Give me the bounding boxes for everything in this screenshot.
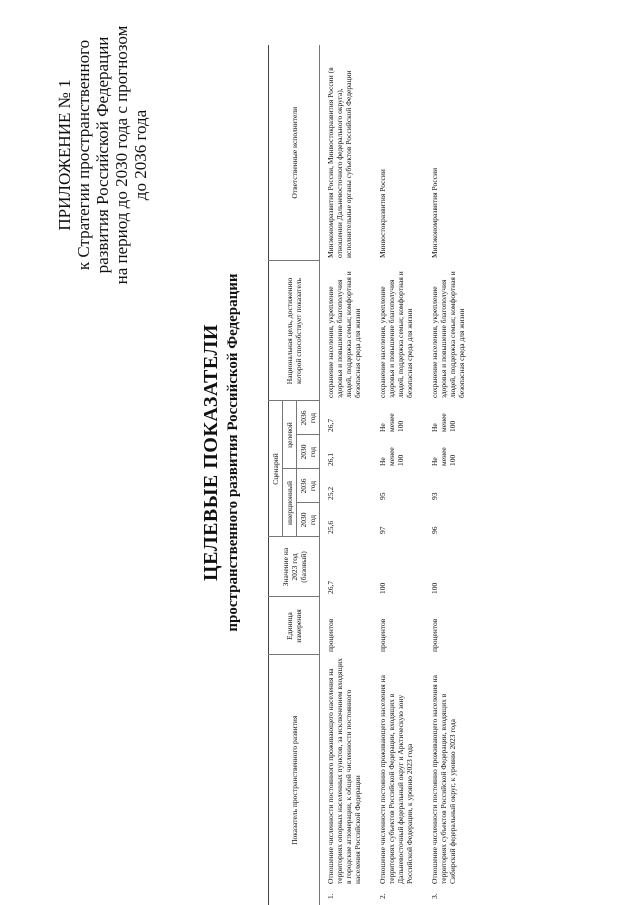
row-indicator: Отношение численности постоянного проживающего населения на территориях опорных населенных пунктов, за исключением входящих в городские агломерации, к общей численности постоянного населения Российской Федерации — [326, 658, 362, 884]
row-target-2036: 26,7 — [326, 418, 335, 432]
row-inertial-2030: 97 — [378, 526, 387, 534]
table-row — [372, 45, 424, 905]
row-national-goal: сохранение населения, укрепление здоровья и повышение благополучия людей, поддержка семьи; комфортная и безопасная среда для жизни — [326, 271, 362, 398]
row-number: 1. — [326, 893, 335, 899]
document-title: ЦЕЛЕВЫЕ ПОКАЗАТЕЛИ — [200, 324, 222, 581]
row-inertial-2036: 93 — [430, 492, 439, 500]
row-base-value: 100 — [378, 582, 387, 594]
header-scenario: Сценарий — [269, 401, 283, 537]
row-target-2036: Не менее 100 — [430, 413, 457, 432]
header-unit: Единица измерения — [269, 597, 320, 655]
row-unit: процентов — [430, 618, 439, 652]
row-target-2036: Не менее 100 — [378, 413, 405, 432]
header-national-goal: Национальная цель, достижению которой способствует показатель — [269, 261, 320, 401]
row-indicator: Отношение численности постоянно проживающего населения на территориях субъектов Российской Федерации, входящих в Дальневосточный федеральный округ и Арктическую зону Российской Федерации, к уровню 2023 года — [378, 675, 414, 884]
appendix-line: на период до 2030 года с прогнозом — [112, 25, 131, 285]
row-unit: процентов — [326, 618, 335, 652]
header-year-2036: 2036 год — [297, 469, 320, 503]
header-responsible: Ответственные исполнители — [269, 45, 320, 261]
header-indicator: Показатель пространственного развития — [269, 655, 320, 905]
row-base-value: 100 — [430, 582, 439, 594]
row-base-value: 26,7 — [326, 580, 335, 594]
header-year-2030: 2030 год — [297, 435, 320, 469]
header-year-2030: 2030 год — [297, 503, 320, 537]
row-number: 2. — [378, 893, 387, 899]
appendix-line: к Стратегии пространственного — [74, 39, 93, 271]
row-inertial-2030: 96 — [430, 526, 439, 534]
row-unit: процентов — [378, 618, 387, 652]
row-inertial-2030: 25,6 — [326, 520, 335, 534]
row-responsible: Минэкономразвития России, Минвостокразвития России (в отношении Дальневосточного федерального округа), исполнительные органы субъектов Российской Федерации — [326, 67, 353, 258]
indicators-table — [268, 45, 476, 905]
row-target-2030: Не менее 100 — [430, 447, 457, 466]
header-base-value: Значение на 2023 год (базовый) — [269, 537, 320, 597]
row-inertial-2036: 95 — [378, 492, 387, 500]
header-year-2036: 2036 год — [297, 401, 320, 435]
row-responsible: Минвостокразвития России — [378, 169, 387, 258]
appendix-line: ПРИЛОЖЕНИЕ № 1 — [55, 79, 74, 231]
row-target-2030: Не менее 100 — [378, 447, 405, 466]
appendix-line: до 2036 года — [131, 109, 150, 201]
appendix-header — [55, 5, 150, 305]
row-national-goal: сохранение населения, укрепление здоровья и повышение благополучия людей, поддержка семьи; комфортная и безопасная среда для жизни — [378, 271, 414, 398]
header-inertial: инерционный — [283, 469, 297, 537]
row-responsible: Минэкономразвития России — [430, 167, 439, 258]
row-target-2030: 26,1 — [326, 452, 335, 466]
row-national-goal: сохранение населения, укрепление здоровья и повышение благополучия людей, поддержка семьи; комфортная и безопасная среда для жизни — [430, 271, 466, 398]
table-row — [320, 45, 373, 905]
row-indicator: Отношение численности постоянно проживающего населения на территориях субъектов Российской Федерации, входящих в Сибирский федеральный округ, к уровню 2023 года — [430, 675, 457, 884]
table-row — [424, 45, 476, 905]
row-inertial-2036: 25,2 — [326, 486, 335, 500]
header-target: целевой — [283, 401, 297, 469]
appendix-line: развития Российской Федерации — [93, 36, 112, 274]
document-subtitle: пространственного развития Российской Федерации — [225, 273, 241, 632]
row-number: 3. — [430, 893, 439, 899]
